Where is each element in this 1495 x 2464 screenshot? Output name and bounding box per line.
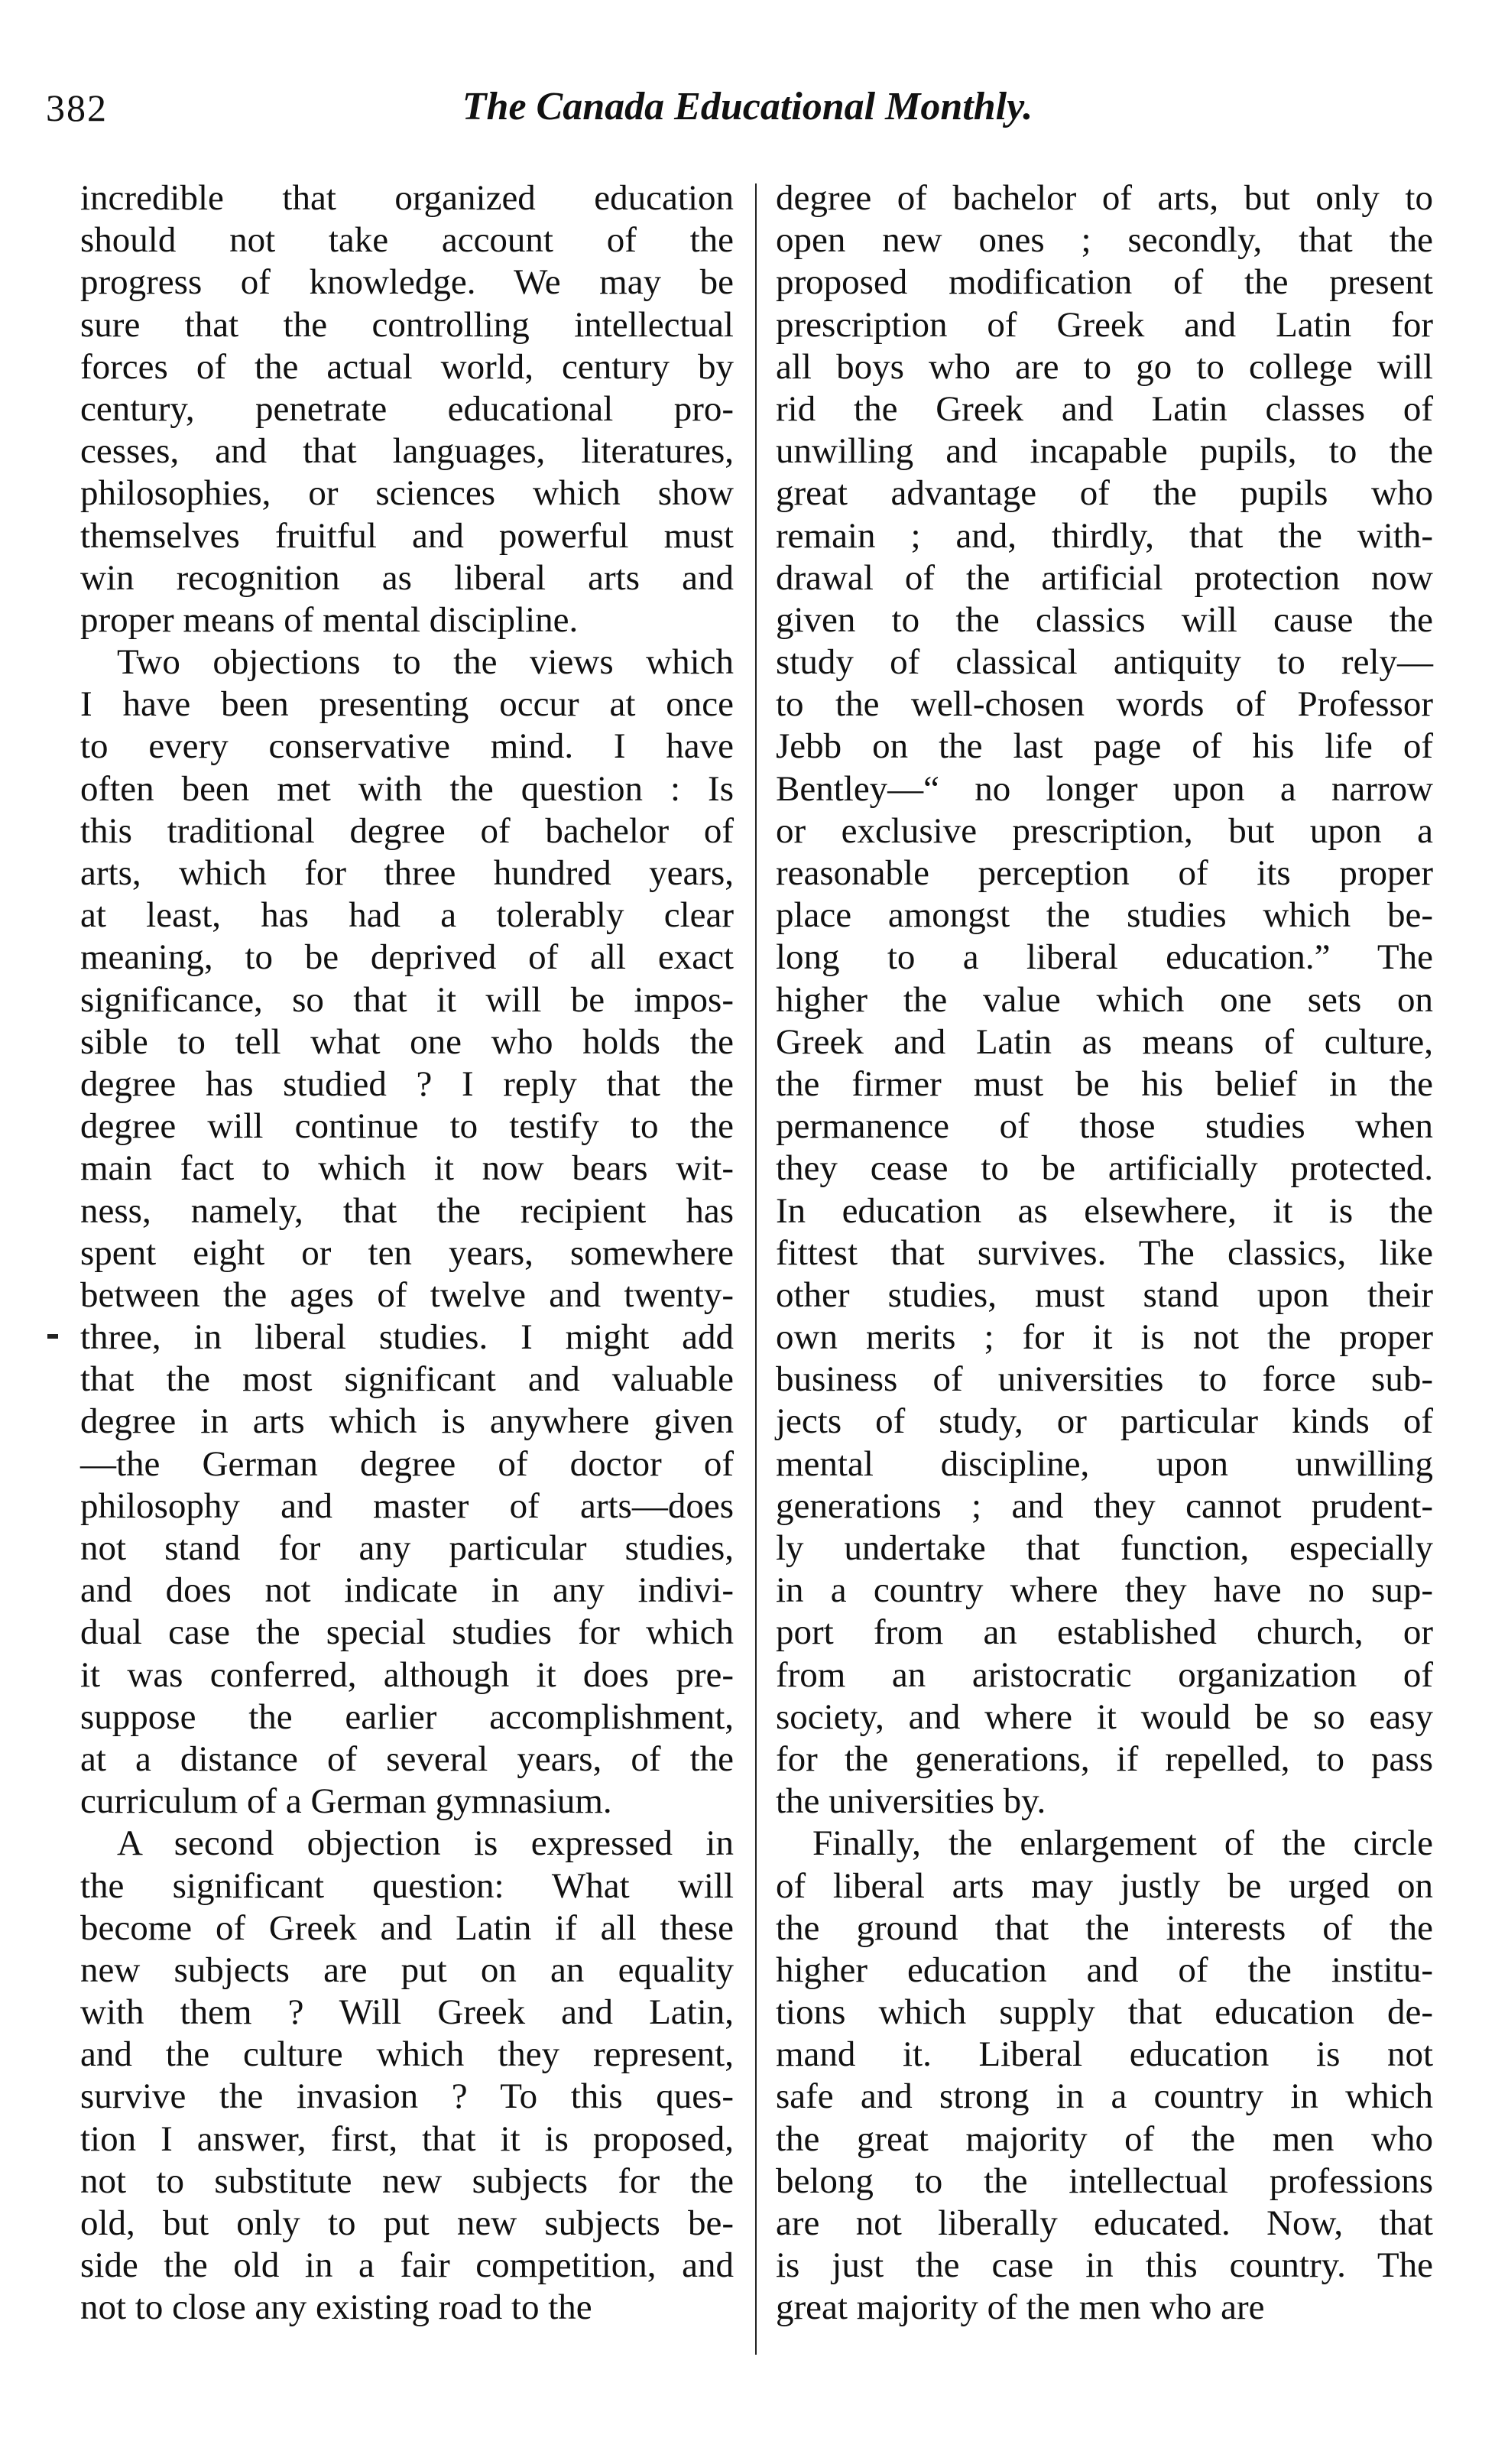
text-line: between the ages of twelve and twenty- bbox=[80, 1274, 734, 1315]
text-line: often been met with the question : Is bbox=[80, 768, 734, 809]
running-head-title: The Canada Educational Monthly. bbox=[462, 85, 1033, 128]
column-divider-rule bbox=[755, 183, 757, 2355]
text-line: at least, has had a tolerably clear bbox=[80, 895, 734, 936]
text-line: the universities by. bbox=[776, 1781, 1046, 1822]
text-line: mand it. Liberal education is not bbox=[776, 2034, 1433, 2075]
text-line: spent eight or ten years, somewhere bbox=[80, 1232, 734, 1273]
text-line: Two objections to the views which bbox=[117, 642, 734, 683]
text-line: the ground that the interests of the bbox=[776, 1907, 1433, 1948]
text-line: own merits ; for it is not the proper bbox=[776, 1317, 1433, 1358]
text-line: suppose the earlier accomplishment, bbox=[80, 1696, 734, 1737]
text-line: ly undertake that function, especially bbox=[776, 1528, 1433, 1568]
text-line: business of universities to force sub- bbox=[776, 1359, 1433, 1400]
text-line: three, in liberal studies. I might add bbox=[80, 1317, 734, 1358]
text-line: belong to the intellectual professions bbox=[776, 2160, 1433, 2201]
text-line: safe and strong in a country in which bbox=[776, 2076, 1433, 2117]
text-line: it was conferred, although it does pre- bbox=[80, 1654, 734, 1695]
text-line: higher education and of the institu- bbox=[776, 1949, 1433, 1990]
text-line: great advantage of the pupils who bbox=[776, 473, 1433, 514]
text-line: meaning, to be deprived of all exact bbox=[80, 937, 734, 978]
page-number: 382 bbox=[46, 86, 108, 129]
text-line: proper means of mental discipline. bbox=[80, 599, 579, 640]
text-line: Greek and Latin as means of culture, bbox=[776, 1021, 1433, 1062]
text-line: other studies, must stand upon their bbox=[776, 1274, 1433, 1315]
text-line: of liberal arts may justly be urged on bbox=[776, 1865, 1433, 1906]
text-line: permanence of those studies when bbox=[776, 1106, 1433, 1147]
text-line: from an aristocratic organization of bbox=[776, 1654, 1433, 1695]
text-line: new subjects are put on an equality bbox=[80, 1949, 734, 1990]
text-line: the significant question: What will bbox=[80, 1865, 734, 1906]
text-line: reasonable perception of its proper bbox=[776, 853, 1433, 893]
text-line: are not liberally educated. Now, that bbox=[776, 2203, 1433, 2243]
text-line: port from an established church, or bbox=[776, 1612, 1433, 1653]
text-line: not to substitute new subjects for the bbox=[80, 2160, 734, 2201]
text-line: main fact to which it now bears wit- bbox=[80, 1148, 734, 1189]
text-line: —the German degree of doctor of bbox=[80, 1443, 734, 1484]
text-line: sure that the controlling intellectual bbox=[80, 304, 734, 345]
text-line: cesses, and that languages, literatures, bbox=[80, 431, 734, 472]
text-line: win recognition as liberal arts and bbox=[80, 557, 734, 598]
text-line: is just the case in this country. The bbox=[776, 2245, 1433, 2286]
text-line: A second objection is expressed in bbox=[117, 1823, 734, 1864]
text-line: Jebb on the last page of his life of bbox=[776, 726, 1433, 767]
text-line: study of classical antiquity to rely— bbox=[776, 642, 1433, 683]
text-line: place amongst the studies which be- bbox=[776, 895, 1433, 936]
text-line: in a country where they have no sup- bbox=[776, 1570, 1433, 1611]
text-line: become of Greek and Latin if all these bbox=[80, 1907, 734, 1948]
left-text-column bbox=[80, 177, 734, 2329]
text-line: degree will continue to testify to the bbox=[80, 1106, 734, 1147]
text-line: In education as elsewhere, it is the bbox=[776, 1190, 1433, 1231]
text-line: philosophies, or sciences which show bbox=[80, 473, 734, 514]
text-line: forces of the actual world, century by bbox=[80, 346, 734, 387]
paragraph bbox=[776, 177, 1433, 1823]
text-line: tion I answer, first, that it is proposed, bbox=[80, 2118, 734, 2159]
text-line: rid the Greek and Latin classes of bbox=[776, 388, 1433, 429]
text-line: the firmer must be his belief in the bbox=[776, 1063, 1433, 1104]
text-line: society, and where it would be so easy bbox=[776, 1696, 1433, 1737]
text-line: proposed modification of the present bbox=[776, 262, 1433, 303]
text-line: significance, so that it will be impos- bbox=[80, 979, 734, 1020]
text-line: that the most significant and valuable bbox=[80, 1359, 734, 1400]
text-line: century, penetrate educational pro- bbox=[80, 388, 734, 429]
text-line: degree has studied ? I reply that the bbox=[80, 1063, 734, 1104]
text-line: at a distance of several years, of the bbox=[80, 1738, 734, 1779]
text-line: incredible that organized education bbox=[80, 178, 734, 218]
text-line: long to a liberal education.” The bbox=[776, 937, 1433, 978]
text-line: and does not indicate in any indivi- bbox=[80, 1570, 734, 1611]
paragraph bbox=[80, 1823, 734, 2329]
text-line: or exclusive prescription, but upon a bbox=[776, 810, 1433, 851]
text-line: not stand for any particular studies, bbox=[80, 1528, 734, 1568]
text-line: they cease to be artificially protected. bbox=[776, 1148, 1433, 1189]
text-line: ness, namely, that the recipient has bbox=[80, 1190, 734, 1231]
text-line: open new ones ; secondly, that the bbox=[776, 220, 1433, 261]
text-line: given to the classics will cause the bbox=[776, 599, 1433, 640]
text-line: curriculum of a German gymnasium. bbox=[80, 1781, 612, 1822]
text-line: tions which supply that education de- bbox=[776, 1992, 1433, 2033]
text-line: and the culture which they represent, bbox=[80, 2034, 734, 2075]
text-line: sible to tell what one who holds the bbox=[80, 1021, 734, 1062]
text-line: not to close any existing road to the bbox=[80, 2287, 592, 2328]
text-line: degree in arts which is anywhere given bbox=[80, 1401, 734, 1442]
text-line: philosophy and master of arts—does bbox=[80, 1485, 734, 1526]
text-line: prescription of Greek and Latin for bbox=[776, 304, 1433, 345]
text-line: dual case the special studies for which bbox=[80, 1612, 734, 1653]
text-line: for the generations, if repelled, to pass bbox=[776, 1738, 1433, 1779]
text-line: old, but only to put new subjects be- bbox=[80, 2203, 734, 2243]
text-line: unwilling and incapable pupils, to the bbox=[776, 431, 1433, 472]
text-line: with them ? Will Greek and Latin, bbox=[80, 1992, 734, 2033]
text-line: Finally, the enlargement of the circle bbox=[812, 1823, 1433, 1864]
text-line: side the old in a fair competition, and bbox=[80, 2245, 734, 2286]
text-line: degree of bachelor of arts, but only to bbox=[776, 178, 1433, 218]
margin-mark bbox=[47, 1334, 58, 1339]
text-line: remain ; and, thirdly, that the with- bbox=[776, 515, 1433, 556]
text-line: I have been presenting occur at once bbox=[80, 684, 734, 725]
text-line: fittest that survives. The classics, like bbox=[776, 1232, 1433, 1273]
text-line: higher the value which one sets on bbox=[776, 979, 1433, 1020]
text-line: jects of study, or particular kinds of bbox=[776, 1401, 1433, 1442]
text-line: themselves fruitful and powerful must bbox=[80, 515, 734, 556]
text-line: should not take account of the bbox=[80, 220, 734, 261]
text-line: all boys who are to go to college will bbox=[776, 346, 1433, 387]
paragraph bbox=[80, 641, 734, 1823]
text-line: generations ; and they cannot prudent- bbox=[776, 1485, 1433, 1526]
text-line: to every conservative mind. I have bbox=[80, 726, 734, 767]
text-line: this traditional degree of bachelor of bbox=[80, 810, 734, 851]
text-line: great majority of the men who are bbox=[776, 2287, 1265, 2328]
text-line: Bentley—“ no longer upon a narrow bbox=[776, 768, 1433, 809]
text-line: the great majority of the men who bbox=[776, 2118, 1433, 2159]
text-line: mental discipline, upon unwilling bbox=[776, 1443, 1433, 1484]
right-text-column bbox=[776, 177, 1433, 2329]
text-line: to the well-chosen words of Professor bbox=[776, 684, 1433, 725]
text-line: drawal of the artificial protection now bbox=[776, 557, 1433, 598]
text-line: progress of knowledge. We may be bbox=[80, 262, 734, 303]
paragraph bbox=[776, 1823, 1433, 2329]
text-line: arts, which for three hundred years, bbox=[80, 853, 734, 893]
text-line: survive the invasion ? To this ques- bbox=[80, 2076, 734, 2117]
paragraph bbox=[80, 177, 734, 641]
